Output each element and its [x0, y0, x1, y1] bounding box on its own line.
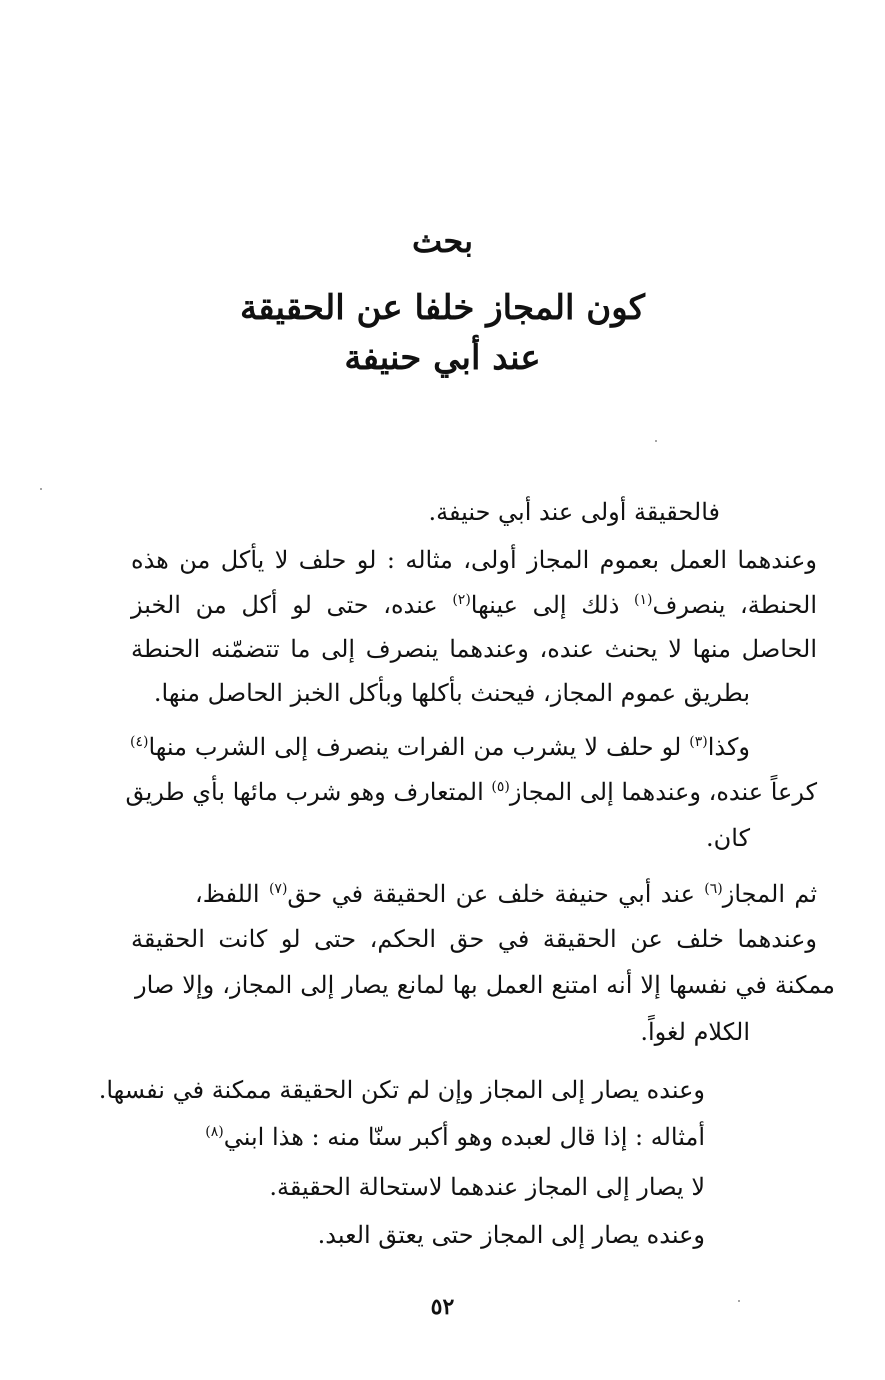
paragraph-4-line-4: الكلام لغواً.	[640, 1018, 750, 1046]
paragraph-3-line-2	[125, 778, 817, 806]
section-subtitle-line-2: عند أبي حنيفة	[344, 338, 541, 378]
scan-speck	[738, 1300, 740, 1302]
footnote-ref-4: (٤)	[130, 734, 149, 750]
text-segment: ذلك إلى عينها	[470, 591, 635, 619]
footnote-ref-2: (٢)	[452, 592, 471, 608]
text-segment: الحنطة، ينصرف	[652, 591, 818, 619]
scan-speck	[40, 488, 42, 490]
footnote-ref-8: (٨)	[205, 1124, 224, 1140]
footnote-ref-6: (٦)	[704, 881, 723, 897]
paragraph-5-line-4: وعنده يصار إلى المجاز حتى يعتق العبد.	[317, 1221, 705, 1249]
text-segment: كرعاً عنده، وعندهما إلى المجاز	[509, 778, 817, 806]
paragraph-2-line-1: وعندهما العمل بعموم المجاز أولى، مثاله : لو حلف لا يأكل من هذه	[131, 546, 817, 574]
footnote-ref-1: (١)	[634, 592, 653, 608]
page-number: ٥٢	[430, 1294, 455, 1320]
footnote-ref-7: (٧)	[268, 881, 288, 897]
footnote-ref-3: (٣)	[689, 734, 708, 750]
paragraph-2-line-3: الحاصل منها لا يحنث عنده، وعندهما ينصرف إلى ما تتضمّنه الحنطة	[131, 635, 817, 663]
paragraph-3-line-3: كان.	[706, 824, 750, 852]
text-segment: المتعارف وهو شرب مائها بأي طريق	[125, 778, 492, 806]
paragraph-5-line-2	[205, 1125, 705, 1149]
paragraph-1-line-1: فالحقيقة أولى عند أبي حنيفة.	[428, 498, 720, 526]
paragraph-4-line-1	[195, 882, 817, 906]
paragraph-2-line-2	[131, 593, 817, 617]
paragraph-4-line-2: وعندهما خلف عن الحقيقة في حق الحكم، حتى لو كانت الحقيقة	[131, 925, 817, 953]
paragraph-5-line-1: وعنده يصار إلى المجاز وإن لم تكن الحقيقة ممكنة في نفسها.	[98, 1076, 705, 1104]
text-segment: لو حلف لا يشرب من الفرات ينصرف إلى الشرب منها	[148, 733, 690, 761]
scan-speck	[655, 440, 657, 442]
section-title: بحث	[412, 222, 473, 260]
paragraph-2-line-4: بطريق عموم المجاز، فيحنث بأكلها وبأكل الخبز الحاصل منها.	[153, 679, 750, 707]
text-segment: اللفظ،	[195, 880, 269, 908]
section-subtitle-line-1: كون المجاز خلفا عن الحقيقة	[240, 288, 645, 328]
text-segment: عنده، حتى لو أكل من الخبز	[131, 591, 453, 619]
footnote-ref-5: (٥)	[491, 779, 510, 795]
text-segment: عند أبي حنيفة خلف عن الحقيقة في حق	[287, 880, 705, 908]
text-segment: أمثاله : إذا قال لعبده وهو أكبر سنّا منه : هذا ابني	[223, 1123, 705, 1151]
text-segment: وكذا	[707, 733, 750, 761]
text-segment: ثم المجاز	[722, 880, 817, 908]
paragraph-3-line-1	[130, 735, 750, 759]
paragraph-5-line-3: لا يصار إلى المجاز عندهما لاستحالة الحقيقة.	[269, 1173, 705, 1201]
paragraph-4-line-3: ممكنة في نفسها إلا أنه امتنع العمل بها لمانع يصار إلى المجاز، وإلا صار	[135, 971, 835, 999]
